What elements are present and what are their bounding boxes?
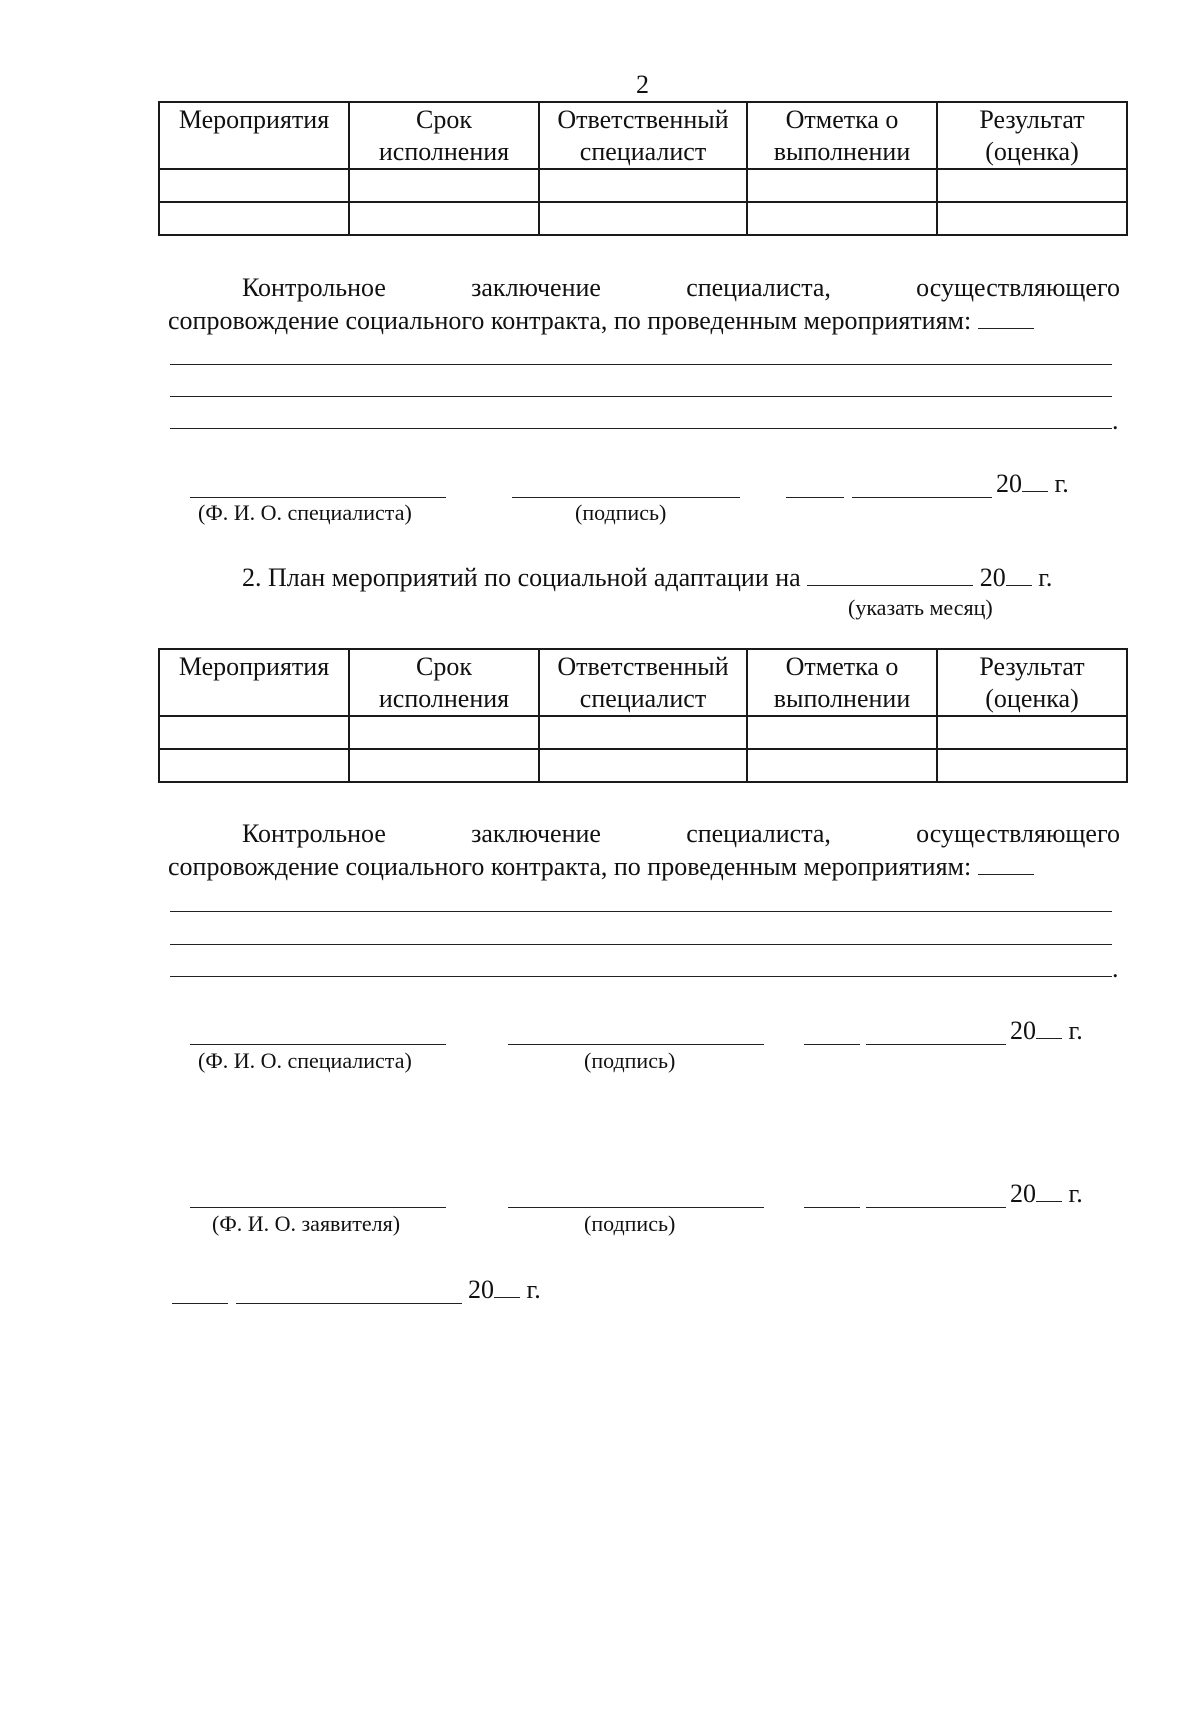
table-cell[interactable] (539, 716, 747, 749)
table-cell[interactable] (159, 202, 349, 235)
plan-2-heading: 2. План мероприятий по социальной адаптации на 20 г. (242, 563, 1053, 592)
plan-table-2 (158, 648, 1128, 783)
table-cell[interactable] (349, 169, 539, 202)
table-cell[interactable] (159, 169, 349, 202)
month-input[interactable] (807, 561, 973, 586)
conclusion-word: специалиста, (686, 819, 831, 848)
table-cell[interactable] (937, 749, 1127, 782)
table-header-row (159, 649, 1127, 716)
header-cell-completion-mark: Отметка о выполнении (747, 102, 937, 169)
plan-table-1 (158, 101, 1128, 236)
header-cell-deadline: Срок исполнения (349, 102, 539, 169)
conclusion-word: осуществляющего (916, 819, 1120, 848)
month-caption: (указать месяц) (848, 595, 993, 620)
conclusion-word: заключение (471, 273, 601, 302)
conclusion-blank-line[interactable] (170, 396, 1112, 397)
fio-blank[interactable] (190, 1207, 446, 1208)
table-cell[interactable] (539, 169, 747, 202)
conclusion-blank-line[interactable] (170, 976, 1112, 977)
conclusion-paragraph-2 (168, 817, 1120, 883)
table-cell[interactable] (747, 716, 937, 749)
fio-applicant-caption: (Ф. И. О. заявителя) (212, 1211, 401, 1236)
table-cell[interactable] (747, 202, 937, 235)
conclusion-word: специалиста, (686, 273, 831, 302)
fio-specialist-caption: (Ф. И. О. специалиста) (198, 1048, 412, 1073)
table-cell[interactable] (747, 169, 937, 202)
table-cell[interactable] (349, 202, 539, 235)
signature-blank[interactable] (508, 1044, 764, 1045)
conclusion-blank[interactable] (978, 850, 1034, 875)
header-cell-responsible: Ответственный специалист (539, 649, 747, 716)
header-cell-deadline: Срок исполнения (349, 649, 539, 716)
conclusion-text: сопровождение социального контракта, по проведенным мероприятиям: (168, 306, 972, 335)
conclusion-paragraph-1 (168, 271, 1120, 337)
fio-blank[interactable] (190, 497, 446, 498)
year-field: 20 г. (1010, 1016, 1083, 1045)
table-cell[interactable] (349, 716, 539, 749)
table-cell[interactable] (349, 749, 539, 782)
header-cell-activities: Мероприятия (159, 649, 349, 716)
conclusion-word: осуществляющего (916, 273, 1120, 302)
table-cell[interactable] (159, 716, 349, 749)
table-cell[interactable] (937, 716, 1127, 749)
conclusion-word: Контрольное (242, 273, 386, 302)
header-cell-activities: Мероприятия (159, 102, 349, 169)
conclusion-blank-line[interactable] (170, 944, 1112, 945)
conclusion-word: Контрольное (242, 819, 386, 848)
signature-caption: (подпись) (584, 1048, 676, 1073)
table-row (159, 749, 1127, 782)
conclusion-word: заключение (471, 819, 601, 848)
conclusion-blank-line[interactable] (170, 428, 1112, 429)
table-row (159, 202, 1127, 235)
table-cell[interactable] (539, 749, 747, 782)
conclusion-blank-line[interactable] (170, 911, 1112, 912)
signature-blank[interactable] (508, 1207, 764, 1208)
table-cell[interactable] (937, 169, 1127, 202)
signature-caption: (подпись) (575, 500, 667, 525)
table-row (159, 169, 1127, 202)
day-blank[interactable] (786, 497, 844, 498)
header-cell-completion-mark: Отметка о выполнении (747, 649, 937, 716)
table-header-row (159, 102, 1127, 169)
table-cell[interactable] (747, 749, 937, 782)
table-row (159, 716, 1127, 749)
conclusion-blank-line[interactable] (170, 364, 1112, 365)
month-blank[interactable] (852, 497, 992, 498)
fio-blank[interactable] (190, 1044, 446, 1045)
year-field: 20 г. (468, 1275, 541, 1304)
month-blank[interactable] (866, 1207, 1006, 1208)
conclusion-blank[interactable] (978, 304, 1034, 329)
header-cell-responsible: Ответственный специалист (539, 102, 747, 169)
fio-specialist-caption: (Ф. И. О. специалиста) (198, 500, 412, 525)
table-cell[interactable] (539, 202, 747, 235)
signature-caption: (подпись) (584, 1211, 676, 1236)
header-cell-result: Результат (оценка) (937, 102, 1127, 169)
table-cell[interactable] (159, 749, 349, 782)
year-field: 20 г. (996, 469, 1069, 498)
month-blank[interactable] (236, 1303, 462, 1304)
signature-blank[interactable] (512, 497, 740, 498)
day-blank[interactable] (804, 1044, 860, 1045)
month-blank[interactable] (866, 1044, 1006, 1045)
day-blank[interactable] (172, 1303, 228, 1304)
conclusion-text: сопровождение социального контракта, по проведенным мероприятиям: (168, 852, 972, 881)
year-field: 20 г. (1010, 1179, 1083, 1208)
page-number: 2 (636, 70, 649, 99)
header-cell-result: Результат (оценка) (937, 649, 1127, 716)
day-blank[interactable] (804, 1207, 860, 1208)
table-cell[interactable] (937, 202, 1127, 235)
